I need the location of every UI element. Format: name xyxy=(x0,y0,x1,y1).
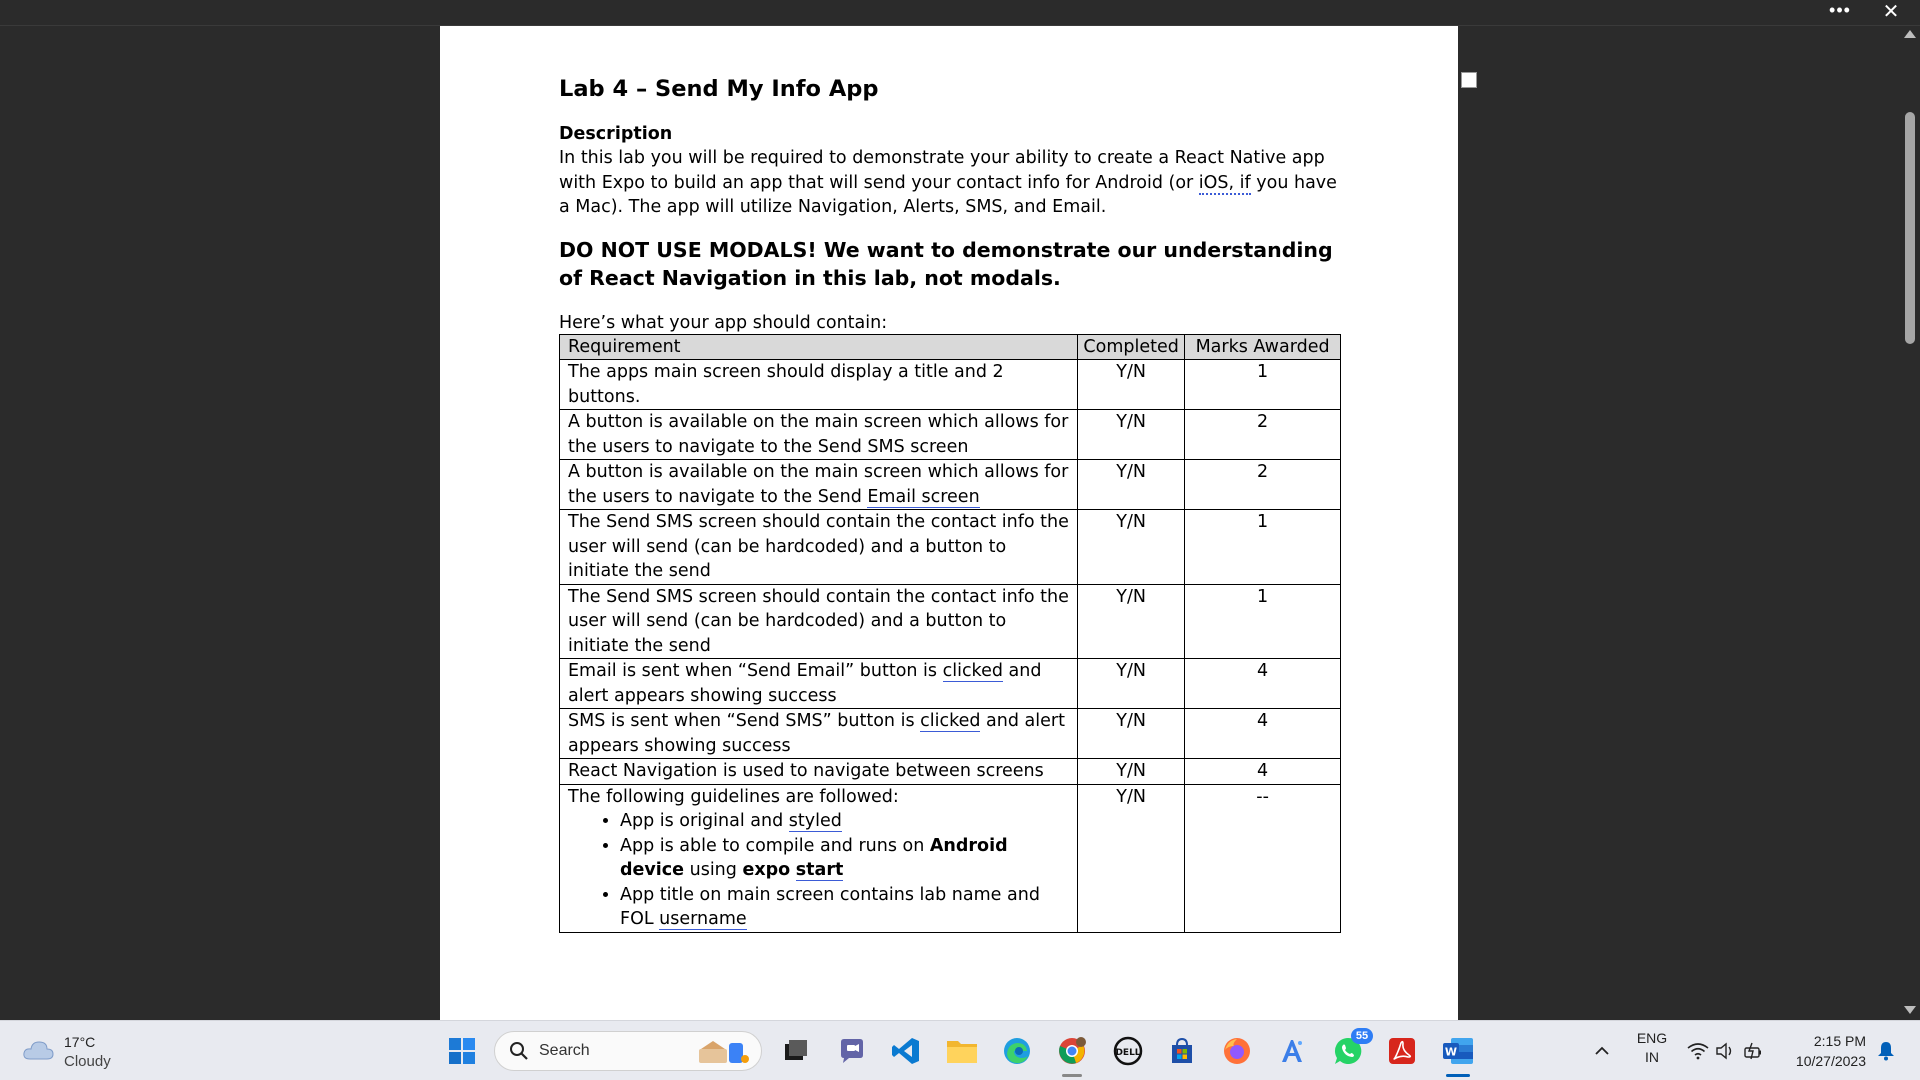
font-app-button[interactable] xyxy=(1274,1033,1310,1069)
grammar-flag-text[interactable]: start xyxy=(795,860,844,880)
table-row xyxy=(560,360,1341,410)
completed-cell: Y/N xyxy=(1078,709,1185,759)
requirement-text-end: and alert appears showing success xyxy=(568,711,1065,756)
task-view-button[interactable] xyxy=(778,1033,814,1069)
requirement-cell: The Send SMS screen should contain the contact info the user will send (can be hardcoded) and a button to initiate the send xyxy=(560,584,1078,659)
weather-widget[interactable] xyxy=(22,1033,142,1073)
language-code: ENG xyxy=(1636,1030,1668,1046)
requirement-cell xyxy=(560,784,1078,932)
completed-cell: Y/N xyxy=(1078,584,1185,659)
teams-chat-button[interactable] xyxy=(834,1033,870,1069)
taskbar-search-box[interactable] xyxy=(494,1031,762,1071)
guidelines-intro: The following guidelines are followed: xyxy=(568,786,899,807)
acrobat-button[interactable] xyxy=(1384,1033,1420,1069)
microsoft-store-button[interactable] xyxy=(1164,1033,1200,1069)
taskbar xyxy=(0,1020,1920,1080)
requirement-text: A button is available on the main screen which allows for the users to navigate to the Send xyxy=(568,462,1069,507)
list-item xyxy=(620,809,1069,834)
document-content xyxy=(559,72,1341,933)
description-paragraph xyxy=(559,146,1341,220)
description-heading: Description xyxy=(559,124,673,144)
volume-icon xyxy=(1715,1042,1737,1060)
chevron-up-icon xyxy=(1594,1043,1610,1059)
vscode-button[interactable] xyxy=(888,1033,924,1069)
dell-button[interactable] xyxy=(1110,1033,1146,1069)
font-a-icon xyxy=(1278,1037,1306,1065)
bullet-text: App title on main screen contains lab name and FOL xyxy=(620,884,1040,929)
marks-cell: 4 xyxy=(1185,709,1341,759)
marks-cell: 4 xyxy=(1185,659,1341,709)
firefox-icon xyxy=(1222,1036,1252,1066)
bullet-text: App is original and xyxy=(620,811,789,831)
requirements-table xyxy=(559,334,1341,933)
marks-cell: -- xyxy=(1185,784,1341,932)
requirement-text-end: and alert appears showing success xyxy=(568,661,1042,706)
table-row xyxy=(560,584,1341,659)
language-region: IN xyxy=(1645,1049,1659,1065)
store-icon xyxy=(1168,1037,1196,1065)
marks-cell: 1 xyxy=(1185,584,1341,659)
page-corner-checkbox[interactable] xyxy=(1461,72,1477,88)
firefox-button[interactable] xyxy=(1219,1033,1255,1069)
scrollbar-thumb[interactable] xyxy=(1905,112,1915,344)
table-row xyxy=(560,759,1341,785)
requirement-cell xyxy=(560,460,1078,510)
chrome-button[interactable] xyxy=(1054,1033,1090,1069)
search-icon xyxy=(509,1041,529,1061)
completed-cell: Y/N xyxy=(1078,784,1185,932)
battery-charging-icon xyxy=(1743,1042,1765,1060)
table-row xyxy=(560,510,1341,585)
header-marks: Marks Awarded xyxy=(1185,334,1341,360)
weather-temperature: 17°C xyxy=(64,1034,96,1050)
word-icon xyxy=(1442,1036,1474,1066)
table-row xyxy=(560,784,1341,932)
word-button[interactable] xyxy=(1440,1033,1476,1069)
notifications-button[interactable] xyxy=(1872,1033,1900,1069)
completed-cell: Y/N xyxy=(1078,510,1185,585)
grammar-flag-text[interactable]: clicked xyxy=(942,661,1003,681)
warning-text: DO NOT USE MODALS! We want to demonstrate our understanding of React Navigation in this lab, not modals. xyxy=(559,237,1333,290)
contains-intro: Here’s what your app should contain: xyxy=(559,312,888,333)
completed-cell: Y/N xyxy=(1078,460,1185,510)
requirement-text: Email is sent when “Send Email” button is xyxy=(568,661,943,681)
completed-cell: Y/N xyxy=(1078,410,1185,460)
cloud-icon xyxy=(22,1039,54,1061)
requirement-cell xyxy=(560,659,1078,709)
close-button[interactable]: ✕ xyxy=(1882,1,1900,23)
list-item xyxy=(620,834,1069,883)
wifi-icon xyxy=(1687,1042,1709,1060)
bullet-text: using xyxy=(684,860,743,880)
spellcheck-flag-text[interactable]: iOS, if xyxy=(1198,172,1251,193)
completed-cell: Y/N xyxy=(1078,659,1185,709)
window-top-bar xyxy=(0,0,1920,26)
description-text: In this lab you will be required to demonstrate your ability to create a React Native app with Expo to build an app that will send your contact info for Android (or xyxy=(559,148,1325,193)
requirement-cell: The apps main screen should display a title and 2 buttons. xyxy=(560,360,1078,410)
start-button[interactable] xyxy=(444,1033,480,1069)
grammar-flag-text[interactable]: styled xyxy=(788,811,842,831)
requirement-cell xyxy=(560,709,1078,759)
list-item xyxy=(620,883,1069,932)
task-view-icon xyxy=(783,1038,809,1064)
edge-button[interactable] xyxy=(999,1033,1035,1069)
header-completed: Completed xyxy=(1078,334,1185,360)
grammar-flag-text[interactable]: username xyxy=(659,909,747,929)
bullet-text: App is able to compile and runs on xyxy=(620,835,930,856)
search-highlight-icon xyxy=(695,1039,751,1065)
bell-icon xyxy=(1877,1041,1895,1061)
svg-text:DELL: DELL xyxy=(1115,1048,1141,1058)
scroll-down-icon[interactable] xyxy=(1904,1006,1916,1014)
notification-badge: 55 xyxy=(1351,1028,1373,1044)
more-options-button[interactable]: ••• xyxy=(1829,0,1851,20)
marks-cell: 2 xyxy=(1185,410,1341,460)
clock-date: 10/27/2023 xyxy=(1795,1053,1866,1069)
vertical-scrollbar[interactable] xyxy=(1900,26,1920,1020)
completed-cell: Y/N xyxy=(1078,360,1185,410)
table-row xyxy=(560,709,1341,759)
table-row xyxy=(560,410,1341,460)
requirement-cell: A button is available on the main screen which allows for the users to navigate to the Send SMS screen xyxy=(560,410,1078,460)
active-app-indicator xyxy=(1446,1074,1470,1077)
table-header-row xyxy=(560,334,1341,360)
whatsapp-button[interactable] xyxy=(1330,1030,1369,1069)
marks-cell: 2 xyxy=(1185,460,1341,510)
acrobat-icon xyxy=(1387,1036,1417,1066)
document-title: Lab 4 – Send My Info App xyxy=(559,76,879,102)
edge-icon xyxy=(1002,1036,1032,1066)
weather-condition: Cloudy xyxy=(64,1053,111,1070)
header-requirement: Requirement xyxy=(560,334,1078,360)
clock[interactable] xyxy=(1796,1031,1866,1071)
description-text-end: you have a Mac). The app will utilize Navigation, Alerts, SMS, and Email. xyxy=(559,172,1337,217)
dell-icon xyxy=(1113,1036,1143,1066)
search-placeholder: Search xyxy=(539,1042,590,1059)
requirement-text: SMS is sent when “Send SMS” button is xyxy=(568,711,921,731)
table-row xyxy=(560,460,1341,510)
requirement-cell: The Send SMS screen should contain the contact info the user will send (can be hardcoded) and a button to initiate the send xyxy=(560,510,1078,585)
svg-text:W: W xyxy=(1444,1045,1458,1059)
chat-icon xyxy=(837,1036,867,1066)
marks-cell: 1 xyxy=(1185,360,1341,410)
chrome-icon xyxy=(1057,1036,1087,1066)
guidelines-list xyxy=(568,809,1069,932)
clock-time: 2:15 PM xyxy=(1813,1033,1866,1049)
document-page xyxy=(440,26,1458,1020)
grammar-flag-text[interactable]: Email screen xyxy=(867,486,980,507)
completed-cell: Y/N xyxy=(1078,759,1185,785)
file-explorer-button[interactable] xyxy=(944,1033,980,1069)
language-indicator[interactable] xyxy=(1634,1029,1670,1067)
marks-cell: 4 xyxy=(1185,759,1341,785)
vscode-icon xyxy=(891,1036,921,1066)
system-tray-quick-settings[interactable] xyxy=(1682,1033,1770,1069)
running-indicator xyxy=(1062,1074,1082,1077)
show-hidden-icons-button[interactable] xyxy=(1584,1033,1620,1069)
bullet-bold-text: Android device xyxy=(620,835,1008,880)
grammar-flag-text[interactable]: clicked xyxy=(920,711,981,731)
bullet-bold-text: expo xyxy=(742,860,791,880)
table-row xyxy=(560,659,1341,709)
windows-icon xyxy=(448,1037,476,1065)
folder-icon xyxy=(946,1037,978,1065)
requirement-cell: React Navigation is used to navigate between screens xyxy=(560,759,1078,785)
scroll-up-icon[interactable] xyxy=(1904,30,1916,38)
marks-cell: 1 xyxy=(1185,510,1341,585)
